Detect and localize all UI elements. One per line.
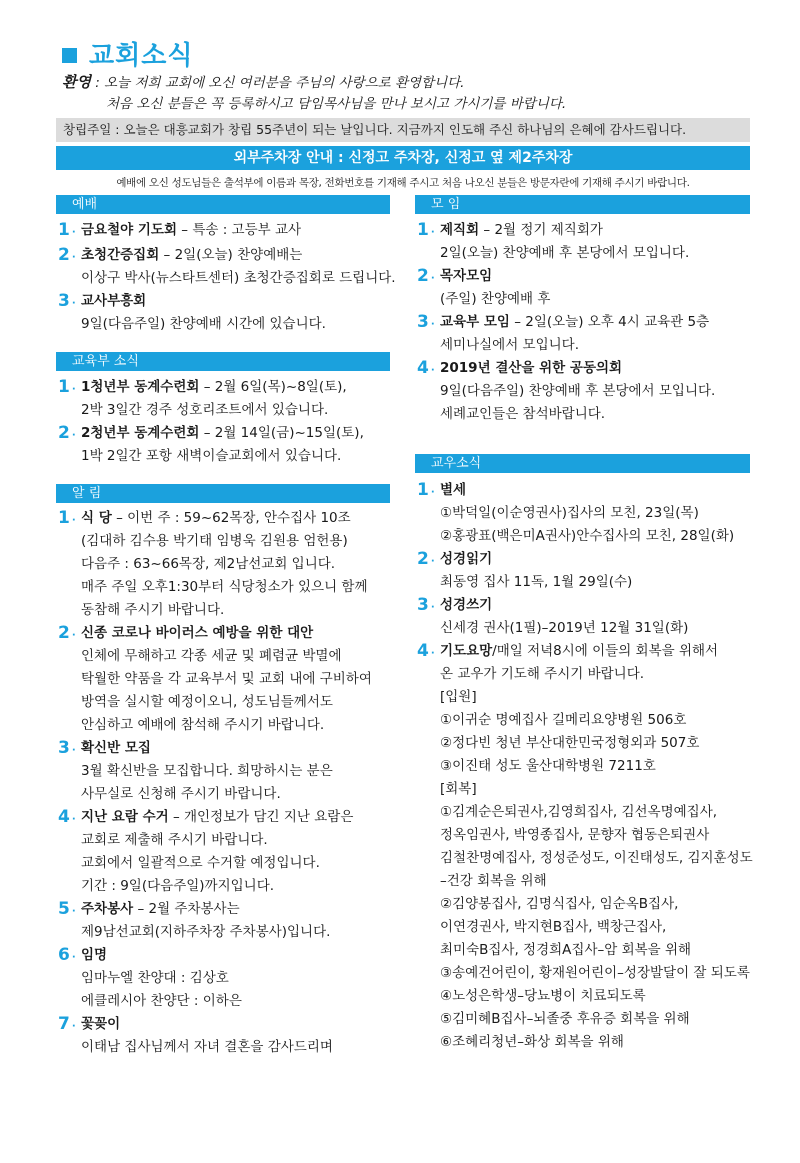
list-item [417, 357, 757, 426]
item-number: 2 · [417, 548, 440, 594]
item-first-line [81, 219, 301, 242]
item-title: 지난 요람 수거 [81, 809, 169, 825]
item-body [81, 376, 347, 422]
item-title: 성경쓰기 [440, 597, 493, 613]
item-line: 방역을 실시할 예정이오니, 성도님들께서도 [81, 694, 333, 710]
members-extra-line: 이연경권사, 박지현B집사, 백창근집사, [440, 919, 667, 935]
item-title: 초청간증집회 [81, 247, 160, 263]
page-title-text: 교회소식 [89, 40, 194, 71]
item-line: 교회로 제출해 주시기 바랍니다. [81, 832, 268, 848]
list-item [417, 311, 757, 357]
item-number: 3 · [58, 737, 81, 806]
item-line: 사무실로 신청해 주시기 바랍니다. [81, 786, 281, 802]
members-extra-line: ⑥조혜리청년–화상 회복을 위해 [440, 1034, 624, 1050]
item-title: 꽃꽂이 [81, 1016, 121, 1032]
item-title: 확신반 모집 [81, 740, 151, 756]
item-body [440, 479, 734, 548]
meetings-list [417, 219, 757, 426]
founding-banner: 창립주일 : 오늘은 대흥교회가 창립 55주년이 되는 날입니다. 지금까지 인도해 주신 하나님의 은혜에 감사드립니다. [56, 118, 750, 142]
item-first-line [440, 594, 688, 617]
item-first-line [440, 357, 715, 380]
members-extra-line: 정옥임권사, 박영종집사, 문향자 협동은퇴권사 [440, 827, 710, 843]
attendance-notice: 예배에 오신 성도님들은 출석부에 이름과 목장, 전화번호를 기재해 주시고 처음 나오신 분들은 방문자란에 기재해 주시기 바랍니다. [116, 177, 690, 189]
list-item [417, 219, 757, 265]
item-line: 교회에서 일괄적으로 수거할 예정입니다. [81, 855, 320, 871]
item-body [81, 622, 372, 737]
item-text: – 2일(오늘) 찬양예배는 [159, 247, 303, 263]
item-body [81, 737, 333, 806]
list-item [417, 479, 762, 548]
list-item [58, 806, 398, 898]
item-line: 임마누엘 찬양대 : 김상호 [81, 970, 229, 986]
announcements-list [58, 507, 398, 1059]
item-body [81, 806, 353, 898]
list-item [58, 219, 398, 244]
item-first-line [440, 265, 550, 288]
members-extra-line: –건강 회복을 위해 [440, 873, 547, 889]
item-title: 성경읽기 [440, 551, 493, 567]
item-number: 3 · [417, 311, 440, 357]
item-number: 2 · [58, 422, 81, 468]
item-title: 2019년 결산을 위한 공동의회 [440, 360, 623, 376]
item-line: 신세경 권사(1필)–2019년 12월 31일(화) [440, 620, 689, 636]
item-body [81, 1013, 333, 1059]
members-extra-line: ②정다빈 청년 부산대한민국정형외과 507호 [440, 735, 700, 751]
item-title: 2청년부 동계수련회 [81, 425, 200, 441]
item-number: 2 · [58, 244, 81, 290]
list-item [417, 640, 762, 686]
item-body [440, 548, 632, 594]
item-number: 3 · [58, 290, 81, 336]
item-title: 주차봉사 [81, 901, 134, 917]
item-line: 2박 3일간 경주 성호리조트에서 있습니다. [81, 402, 329, 418]
item-line: 9일(다음주일) 찬양예배 시간에 있습니다. [81, 316, 326, 332]
item-body [81, 898, 330, 944]
item-line: 이상구 박사(뉴스타트센터) 초청간증집회로 드립니다. [81, 270, 396, 286]
item-text: – 2월 주차봉사는 [133, 901, 240, 917]
item-title: 기도요망 [440, 643, 493, 659]
list-item [58, 507, 398, 622]
item-line: 세미나실에서 모입니다. [440, 337, 579, 353]
item-title: 식 당 [81, 510, 112, 526]
welcome-message [62, 72, 762, 115]
item-body [81, 422, 364, 468]
item-line: 세례교인들은 참석바랍니다. [440, 406, 606, 422]
item-text: – 특송 : 고등부 교사 [177, 222, 302, 238]
item-number: 4 · [417, 640, 440, 686]
item-line: 이태남 집사님께서 자녀 결혼을 감사드리며 [81, 1039, 333, 1055]
members-list [417, 479, 762, 1054]
item-number: 4 · [58, 806, 81, 898]
item-body [81, 244, 396, 290]
list-item [58, 422, 398, 468]
item-line: 온 교우가 기도해 주시기 바랍니다. [440, 666, 645, 682]
members-extra-line: ④노성은학생–당뇨병이 치료되도록 [440, 988, 646, 1004]
item-first-line [81, 806, 353, 829]
item-number: 1 · [58, 507, 81, 622]
list-item [58, 944, 398, 1013]
item-text: – 개인정보가 담긴 지난 요람은 [168, 809, 354, 825]
item-title: 교사부흥회 [81, 293, 147, 309]
item-number: 6 · [58, 944, 81, 1013]
item-text: – 2일(오늘) 오후 4시 교육관 5층 [509, 314, 710, 330]
item-title: 금요철야 기도회 [81, 222, 177, 238]
item-line: 2일(오늘) 찬양예배 후 본당에서 모입니다. [440, 245, 690, 261]
members-extra-line: 최미숙B집사, 정경희A집사–암 회복을 위해 [440, 942, 692, 958]
section-heading-worship: 예배 [56, 195, 390, 214]
item-text: – 2월 정기 제직회가 [479, 222, 603, 238]
members-extra-line: ①김계순은퇴권사,김영희집사, 김선옥명예집사, [440, 804, 718, 820]
item-title: 임명 [81, 947, 108, 963]
item-line: 에클레시아 찬양단 : 이하은 [81, 993, 242, 1009]
list-item [417, 548, 762, 594]
item-body [440, 357, 715, 426]
item-text: – 이번 주 : 59~62목장, 안수집사 10조 [111, 510, 351, 526]
item-number: 7 · [58, 1013, 81, 1059]
members-extra-line: ③송예건어린이, 황재원어린이–성장발달이 잘 되도록 [440, 965, 750, 981]
item-first-line [81, 898, 330, 921]
members-extra-line: ⑤김미혜B집사–뇌졸중 후유증 회복을 위해 [440, 1011, 690, 1027]
item-title: 1청년부 동계수련회 [81, 379, 200, 395]
item-line: 다음주 : 63~66목장, 제2남선교회 입니다. [81, 556, 336, 572]
item-line: 3월 확신반을 모집합니다. 희망하시는 분은 [81, 763, 333, 779]
list-item [58, 376, 398, 422]
item-body [440, 640, 718, 686]
item-body [81, 944, 242, 1013]
section-heading-members: 교우소식 [415, 454, 750, 473]
item-title: 제직회 [440, 222, 480, 238]
item-first-line [81, 507, 368, 530]
welcome-line-2: 처음 오신 분들은 꼭 등록하시고 담임목사님을 만나 보시고 가시기를 바랍니다. [106, 96, 567, 112]
members-extra-line: ②김양봉집사, 김명식집사, 임순옥B집사, [440, 896, 679, 912]
item-first-line [81, 290, 326, 313]
list-item [58, 1013, 398, 1059]
item-line: (주일) 찬양예배 후 [440, 291, 551, 307]
item-first-line [440, 548, 632, 571]
list-item [417, 594, 762, 640]
item-title: 신종 코로나 바이러스 예방을 위한 대안 [81, 625, 314, 641]
item-first-line [81, 1013, 333, 1036]
section-heading-announcements: 알 림 [56, 484, 390, 503]
worship-list [58, 219, 398, 336]
item-text: /매일 저녁8시에 이들의 회복을 위해서 [492, 643, 719, 659]
item-first-line [81, 244, 396, 267]
item-first-line [81, 737, 333, 760]
item-first-line [440, 219, 689, 242]
item-line: ①박덕일(이순영권사)집사의 모친, 23일(목) [440, 505, 699, 521]
item-body [440, 265, 550, 311]
item-first-line [440, 479, 734, 502]
item-number: 2 · [417, 265, 440, 311]
section-heading-meetings: 모 임 [415, 195, 750, 214]
list-item [417, 265, 757, 311]
item-line: 탁월한 약품을 각 교육부서 및 교회 내에 구비하여 [81, 671, 372, 687]
item-text: – 2월 6일(목)~8일(토), [199, 379, 347, 395]
members-extra-line: ①이귀순 명예집사 길메리요양병원 506호 [440, 712, 687, 728]
list-item [58, 898, 398, 944]
item-first-line [440, 311, 709, 334]
item-line: 제9남선교회(지하주차장 주차봉사)입니다. [81, 924, 331, 940]
item-number: 1 · [417, 479, 440, 548]
education-list [58, 376, 398, 468]
item-body [81, 290, 326, 336]
item-line: 매주 주일 오후1:30부터 식당청소가 있으니 함께 [81, 579, 368, 595]
welcome-label: 환영 [62, 73, 91, 91]
item-title: 교육부 모임 [440, 314, 510, 330]
item-body [440, 311, 709, 357]
item-number: 2 · [58, 622, 81, 737]
page-title [62, 36, 193, 70]
section-heading-education: 교육부 소식 [56, 352, 390, 371]
item-line: ②홍광표(백은미A권사)안수집사의 모친, 28일(화) [440, 528, 735, 544]
list-item [58, 244, 398, 290]
item-body [440, 594, 688, 640]
item-line: 1박 2일간 포항 새벽이슬교회에서 있습니다. [81, 448, 342, 464]
item-line: 인체에 무해하고 각종 세균 및 폐렴균 박멸에 [81, 648, 342, 664]
item-line: (김대하 김수용 박기태 임병욱 김원용 엄헌용) [81, 533, 348, 549]
item-line: 안심하고 예배에 참석해 주시기 바랍니다. [81, 717, 325, 733]
members-extra-line: [회복] [440, 781, 477, 797]
item-first-line [81, 944, 242, 967]
item-number: 1 · [58, 376, 81, 422]
welcome-line-1: : 오늘 저희 교회에 오신 여러분을 주님의 사랑으로 환영합니다. [90, 75, 465, 91]
title-square-icon [62, 48, 77, 63]
item-first-line [440, 640, 718, 663]
item-number: 1 · [417, 219, 440, 265]
members-extra-line: ③이진태 성도 울산대학병원 7211호 [440, 758, 656, 774]
item-body [81, 219, 301, 244]
members-extra-line: 김철찬명예집사, 정성준성도, 이진태성도, 김지훈성도 [440, 850, 753, 866]
item-line: 기간 : 9일(다음주일)까지입니다. [81, 878, 275, 894]
item-title: 별세 [440, 482, 467, 498]
item-first-line [81, 376, 347, 399]
item-line: 동참해 주시기 바랍니다. [81, 602, 225, 618]
item-number: 3 · [417, 594, 440, 640]
item-body [81, 507, 368, 622]
item-number: 4 · [417, 357, 440, 426]
item-number: 5 · [58, 898, 81, 944]
item-line: 9일(다음주일) 찬양예배 후 본당에서 모입니다. [440, 383, 716, 399]
item-number: 1 · [58, 219, 81, 244]
item-title: 목자모임 [440, 268, 493, 284]
list-item [58, 622, 398, 737]
item-line: 최동영 집사 11독, 1월 29일(수) [440, 574, 633, 590]
item-text: – 2월 14일(금)~15일(토), [199, 425, 364, 441]
members-extra-line: [입원] [440, 689, 477, 705]
list-item [58, 737, 398, 806]
parking-banner: 외부주차장 안내 : 신정고 주차장, 신정고 옆 제2주차장 [56, 146, 750, 170]
item-first-line [81, 422, 364, 445]
item-body [440, 219, 689, 265]
list-item [58, 290, 398, 336]
item-first-line [81, 622, 372, 645]
